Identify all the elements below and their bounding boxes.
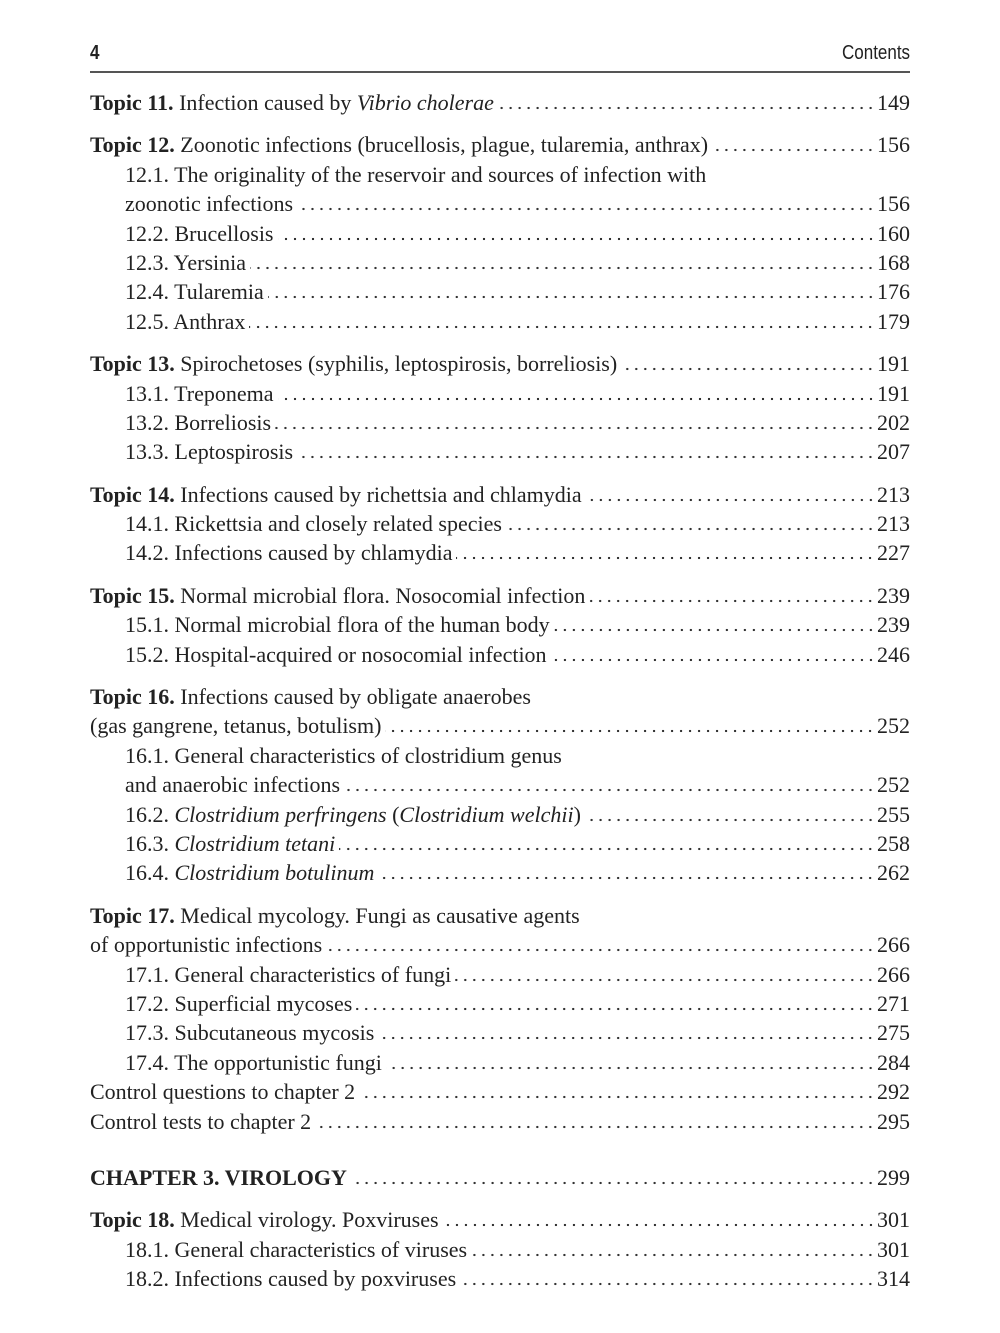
- dot-leader: [378, 876, 875, 880]
- toc-entry: [90, 437, 910, 466]
- entry-text: Spirochetoses (syphilis, leptospirosis, borreliosis): [174, 351, 618, 377]
- entry-text: Medical virology. Poxviruses: [174, 1207, 439, 1233]
- dot-leader: [460, 1282, 875, 1286]
- entry-title: [125, 800, 581, 829]
- entry-title: [125, 770, 340, 799]
- entry-text: 15.1. Normal microbial flora of the human body: [125, 612, 550, 638]
- entry-title: [90, 581, 585, 610]
- entry-label: Topic 15.: [90, 582, 175, 608]
- dot-leader: [586, 498, 875, 502]
- dot-leader: [589, 599, 875, 603]
- toc-entry: [90, 901, 910, 930]
- entry-title: [125, 1235, 467, 1264]
- toc-entry: [90, 1235, 910, 1264]
- toc-entry: [90, 930, 910, 959]
- toc-entry: [90, 480, 910, 509]
- italic-text: Clostridium perfringens: [174, 801, 387, 827]
- page-ref: 227: [877, 540, 910, 566]
- page-ref: 176: [877, 279, 910, 305]
- dot-leader: [315, 1125, 875, 1129]
- toc-entry: [90, 829, 910, 858]
- page-ref: 191: [877, 380, 910, 406]
- entry-title: [125, 189, 293, 218]
- entry-label: Topic 13.: [90, 351, 175, 377]
- toc-entry: [90, 349, 910, 378]
- dot-leader: [359, 1095, 875, 1099]
- entry-title: [90, 1107, 311, 1136]
- table-of-contents: [90, 88, 910, 1293]
- entry-title: [125, 160, 706, 189]
- entry-title: [125, 741, 562, 770]
- entry-title: [90, 349, 617, 378]
- toc-entry: [90, 960, 910, 989]
- page-ref: 239: [877, 612, 910, 638]
- entry-text: 13.2. Borreliosis: [125, 409, 272, 435]
- toc-entry: [90, 379, 910, 408]
- page-ref: 266: [877, 961, 910, 987]
- entry-text: of opportunistic infections: [90, 932, 323, 958]
- entry-text: 18.2. Infections caused by poxviruses: [125, 1266, 457, 1292]
- entry-text: (gas gangrene, tetanus, botulism): [90, 713, 382, 739]
- toc-entry: [90, 219, 910, 248]
- toc-entry: [90, 858, 910, 887]
- toc-entry: [90, 248, 910, 277]
- entry-title: [90, 930, 322, 959]
- page-ref: 301: [877, 1236, 910, 1262]
- entry-text: and anaerobic infections: [125, 772, 341, 798]
- toc-entry: [90, 770, 910, 799]
- toc-entry: [90, 1264, 910, 1293]
- page-number: 4: [90, 42, 100, 64]
- page-ref: 239: [877, 582, 910, 608]
- page-ref: 266: [877, 932, 910, 958]
- dot-leader: [621, 367, 875, 371]
- page-ref: 314: [877, 1266, 910, 1292]
- italic-text: Clostridium tetani: [174, 830, 336, 856]
- dot-leader: [386, 1066, 875, 1070]
- entry-text: 12.4. Tularemia: [125, 279, 264, 305]
- dot-leader: [551, 658, 875, 662]
- dot-leader: [275, 426, 875, 430]
- italic-text: Clostridium welchii: [399, 801, 574, 827]
- page-ref: 156: [877, 132, 910, 158]
- dot-leader: [326, 948, 875, 952]
- entry-title: [125, 989, 352, 1018]
- page-ref: 255: [877, 801, 910, 827]
- toc-entry: [90, 509, 910, 538]
- entry-label: Topic 11.: [90, 90, 174, 115]
- entry-title: [125, 219, 274, 248]
- entry-text: 16.1. General characteristics of clostridium genus: [125, 742, 562, 768]
- entry-text: 12.1. The originality of the reservoir and sources of infection with: [125, 161, 707, 187]
- dot-leader: [385, 729, 875, 733]
- entry-title: [125, 1048, 382, 1077]
- dot-leader: [378, 1036, 875, 1040]
- entry-text: 14.1. Rickettsia and closely related species: [125, 511, 502, 537]
- entry-label: Topic 14.: [90, 481, 175, 507]
- entry-title: [125, 277, 264, 306]
- page-ref: 271: [877, 990, 910, 1016]
- page-ref: 275: [877, 1020, 910, 1046]
- entry-title: [125, 379, 274, 408]
- dot-leader: [443, 1223, 875, 1227]
- page-ref: 179: [877, 308, 910, 334]
- entry-title: [125, 509, 502, 538]
- entry-title: [125, 960, 451, 989]
- entry-text: 16.2.: [125, 801, 175, 827]
- dot-leader: [351, 1181, 875, 1185]
- entry-title: [90, 130, 708, 159]
- dot-leader: [456, 556, 875, 560]
- entry-text: Medical mycology. Fungi as causative agents: [174, 902, 580, 928]
- entry-title: [125, 1264, 456, 1293]
- page-ref: 299: [877, 1164, 910, 1190]
- entry-text: zoonotic infections: [125, 191, 294, 217]
- entry-text: Infection caused by: [173, 90, 357, 115]
- entry-text: 15.2. Hospital-acquired or nosocomial infection: [125, 641, 547, 667]
- dot-leader: [268, 295, 875, 299]
- entry-title: [125, 829, 335, 858]
- toc-entry: [90, 1048, 910, 1077]
- page-ref: 258: [877, 830, 910, 856]
- toc-entry: [90, 1107, 910, 1136]
- dot-leader: [278, 397, 876, 401]
- entry-title: [90, 480, 582, 509]
- dot-leader: [339, 847, 875, 851]
- entry-title: [90, 1077, 355, 1106]
- entry-title: [125, 1018, 374, 1047]
- entry-text: 17.4. The opportunistic fungi: [125, 1049, 382, 1075]
- entry-title: [125, 538, 452, 567]
- entry-text: 17.1. General characteristics of fungi: [125, 961, 452, 987]
- entry-title: [90, 88, 494, 117]
- entry-text: 12.3. Yersinia: [125, 249, 247, 275]
- entry-text: 14.2. Infections caused by chlamydia: [125, 540, 453, 566]
- toc-entry: [90, 1018, 910, 1047]
- entry-text: Control tests to chapter 2: [90, 1108, 312, 1134]
- entry-label: CHAPTER 3. VIROLOGY: [90, 1164, 347, 1190]
- dot-leader: [455, 978, 875, 982]
- running-title: Contents: [841, 42, 910, 64]
- toc-entry: [90, 408, 910, 437]
- italic-text: Vibrio cholerae: [356, 90, 494, 115]
- entry-title: [125, 307, 245, 336]
- toc-entry: [90, 581, 910, 610]
- entry-text: 16.4.: [125, 860, 175, 886]
- page-ref: 284: [877, 1049, 910, 1075]
- toc-entry: [90, 130, 910, 159]
- dot-leader: [356, 1007, 875, 1011]
- dot-leader: [498, 106, 875, 110]
- page-ref: 202: [877, 409, 910, 435]
- entry-title: [125, 437, 293, 466]
- dot-leader: [554, 628, 875, 632]
- entry-label: Topic 12.: [90, 132, 175, 158]
- dot-leader: [250, 266, 875, 270]
- entry-text: Infections caused by richettsia and chlamydia: [174, 481, 582, 507]
- page-ref: 213: [877, 511, 910, 537]
- entry-text: Control questions to chapter 2: [90, 1079, 356, 1105]
- page-ref: 213: [877, 481, 910, 507]
- toc-entry: [90, 640, 910, 669]
- page-ref: 301: [877, 1207, 910, 1233]
- entry-text: 17.3. Subcutaneous mycosis: [125, 1020, 375, 1046]
- dot-leader: [344, 788, 875, 792]
- toc-entry: [90, 610, 910, 639]
- italic-text: Clostridium botulinum: [174, 860, 375, 886]
- toc-entry: [90, 1205, 910, 1234]
- entry-text: Zoonotic infections (brucellosis, plague, tularemia, anthrax): [174, 132, 709, 158]
- entry-text: 17.2. Superficial mycoses: [125, 990, 353, 1016]
- page-ref: 160: [877, 220, 910, 246]
- dot-leader: [278, 237, 876, 241]
- entry-label: Topic 17.: [90, 902, 175, 928]
- page-ref: 149: [877, 90, 910, 115]
- entry-title: [125, 610, 550, 639]
- entry-text: 13.1. Treponema: [125, 380, 274, 406]
- header-rule: [90, 71, 910, 73]
- dot-leader: [712, 148, 875, 152]
- page-ref: 262: [877, 860, 910, 886]
- dot-leader: [471, 1253, 875, 1257]
- entry-text: 16.3.: [125, 830, 175, 856]
- toc-entry: [90, 160, 910, 189]
- page-ref: 295: [877, 1108, 910, 1134]
- entry-text: Normal microbial flora. Nosocomial infection: [174, 582, 586, 608]
- toc-entry: [90, 1163, 910, 1192]
- entry-title: [90, 1163, 347, 1192]
- page-ref: 207: [877, 439, 910, 465]
- entry-label: Topic 18.: [90, 1207, 175, 1233]
- toc-entry: [90, 307, 910, 336]
- toc-entry: [90, 989, 910, 1018]
- dot-leader: [297, 455, 875, 459]
- entry-title: [90, 1205, 439, 1234]
- page-ref: 252: [877, 772, 910, 798]
- toc-entry: [90, 277, 910, 306]
- dot-leader: [585, 818, 875, 822]
- toc-entry: [90, 800, 910, 829]
- running-header: [90, 42, 910, 70]
- entry-text: Infections caused by obligate anaerobes: [174, 684, 531, 710]
- entry-title: [90, 682, 531, 711]
- entry-text: 18.1. General characteristics of viruses: [125, 1236, 468, 1262]
- toc-entry: [90, 1077, 910, 1106]
- entry-text: 13.3. Leptospirosis: [125, 439, 294, 465]
- entry-text: 12.2. Brucellosis: [125, 220, 274, 246]
- dot-leader: [297, 207, 875, 211]
- toc-entry: [90, 189, 910, 218]
- page-ref: 156: [877, 191, 910, 217]
- toc-entry: [90, 711, 910, 740]
- page-ref: 191: [877, 351, 910, 377]
- page-ref: 252: [877, 713, 910, 739]
- entry-text: ): [573, 801, 581, 827]
- dot-leader: [249, 325, 875, 329]
- toc-entry: [90, 682, 910, 711]
- toc-entry: [90, 538, 910, 567]
- entry-label: Topic 16.: [90, 684, 175, 710]
- page-ref: 292: [877, 1079, 910, 1105]
- entry-text: 12.5. Anthrax: [125, 308, 246, 334]
- entry-title: [90, 901, 580, 930]
- toc-entry: [90, 741, 910, 770]
- entry-title: [125, 858, 374, 887]
- entry-title: [125, 248, 246, 277]
- page-ref: 246: [877, 641, 910, 667]
- toc-entry: [90, 88, 910, 117]
- entry-title: [125, 640, 547, 669]
- page-ref: 168: [877, 249, 910, 275]
- dot-leader: [506, 527, 875, 531]
- entry-title: [90, 711, 381, 740]
- entry-title: [125, 408, 271, 437]
- entry-text: (: [386, 801, 400, 827]
